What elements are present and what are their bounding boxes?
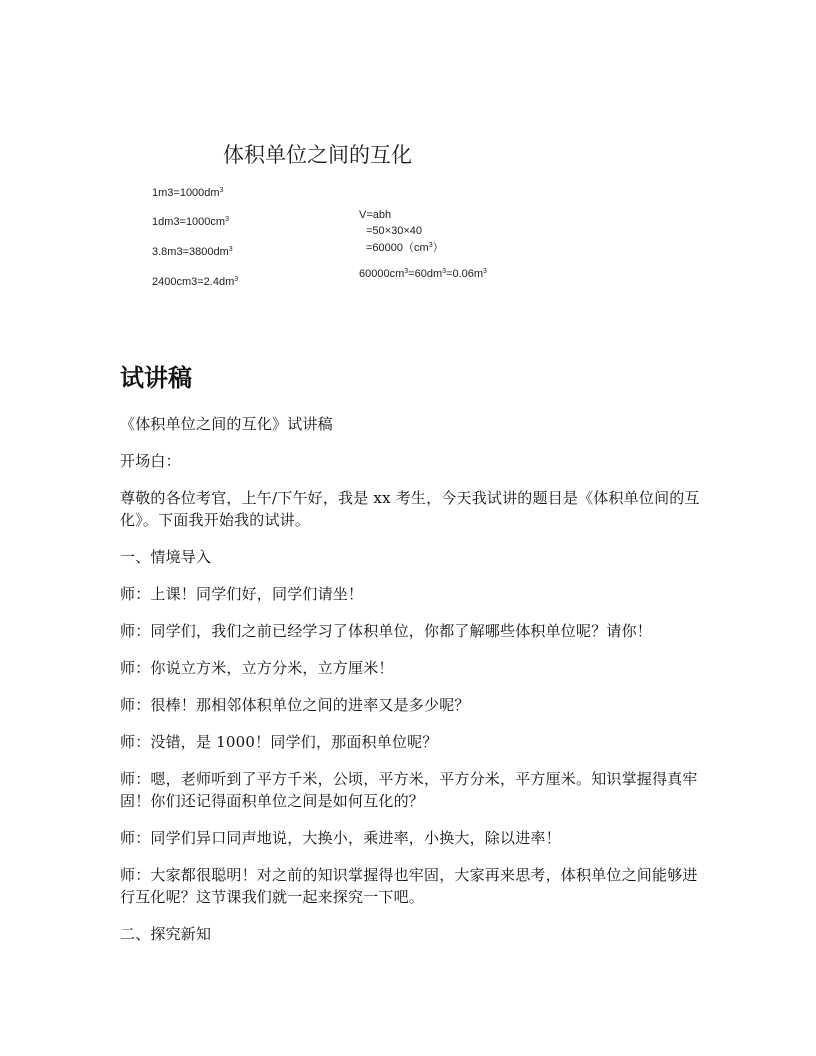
conversion-text: 1dm3=1000cm — [152, 216, 226, 228]
calc-text-end: ） — [432, 242, 444, 254]
conversion-line-4 — [152, 276, 238, 288]
paragraph: 师：没错，是 1000！同学们，那面积单位呢？ — [120, 733, 438, 751]
result-part-a: 60000cm — [359, 268, 405, 280]
calculation-step-2 — [366, 239, 444, 255]
section-heading: 试讲稿 — [120, 364, 192, 392]
conversion-line-1 — [152, 187, 223, 199]
superscript: 3 — [228, 246, 233, 253]
conversion-text: 1m3=1000dm — [152, 187, 220, 199]
paragraph: 师：大家都很聪明！对之前的知识掌握得也牢固，大家再来思考，体积单位之间能够进行互化呢？这节课我们就一起来探究一下吧。 — [120, 866, 698, 906]
volume-formula: V=abh — [359, 209, 392, 221]
result-part-c: =0.06m — [446, 268, 484, 280]
paragraph: 开场白： — [120, 452, 181, 470]
paragraph: 师：同学们，我们之前已经学习了体积单位，你都了解哪些体积单位呢？请你！ — [120, 622, 653, 640]
superscript: 3 — [483, 268, 487, 275]
paragraph: 师：上课！同学们好，同学们请坐！ — [120, 585, 364, 603]
paragraph: 师：嗯，老师听到了平方千米，公顷，平方米，平方分米，平方厘米。知识掌握得真牢固！你们还记得面积单位之间是如何互化的？ — [120, 770, 698, 810]
superscript: 3 — [234, 276, 239, 283]
conversion-text: 2400cm3=2.4dm — [152, 276, 235, 288]
conversion-line-2 — [152, 216, 229, 228]
result-part-b: =60dm — [408, 268, 443, 280]
paragraph: 师：很棒！那相邻体积单位之间的进率又是多少呢？ — [120, 696, 470, 714]
paragraph: 《体积单位之间的互化》试讲稿 — [120, 415, 333, 433]
superscript: 3 — [428, 242, 433, 249]
paragraph: 一、情境导入 — [120, 548, 212, 566]
paragraph: 师：你说立方米，立方分米，立方厘米！ — [120, 659, 394, 677]
calc-text: =60000（cm — [366, 242, 429, 254]
paragraph: 师：同学们异口同声地说，大换小，乘进率，小换大，除以进率！ — [120, 829, 561, 847]
conversion-line-3 — [152, 246, 233, 258]
superscript: 3 — [404, 268, 409, 275]
script-body — [120, 413, 700, 960]
figure-title: 体积单位之间的互化 — [223, 144, 412, 167]
superscript: 3 — [225, 216, 229, 223]
calculation-step-1: =50×30×40 — [366, 225, 422, 237]
superscript: 3 — [442, 268, 447, 275]
conversion-result — [359, 268, 487, 280]
paragraph: 尊敬的各位考官，上午/下午好，我是 xx 考生，今天我试讲的题目是《体积单位间的互化》。下面我开始我的试讲。 — [120, 489, 700, 529]
paragraph: 二、探究新知 — [120, 925, 212, 943]
conversion-text: 3.8m3=3800dm — [152, 246, 229, 258]
superscript: 3 — [219, 187, 224, 194]
